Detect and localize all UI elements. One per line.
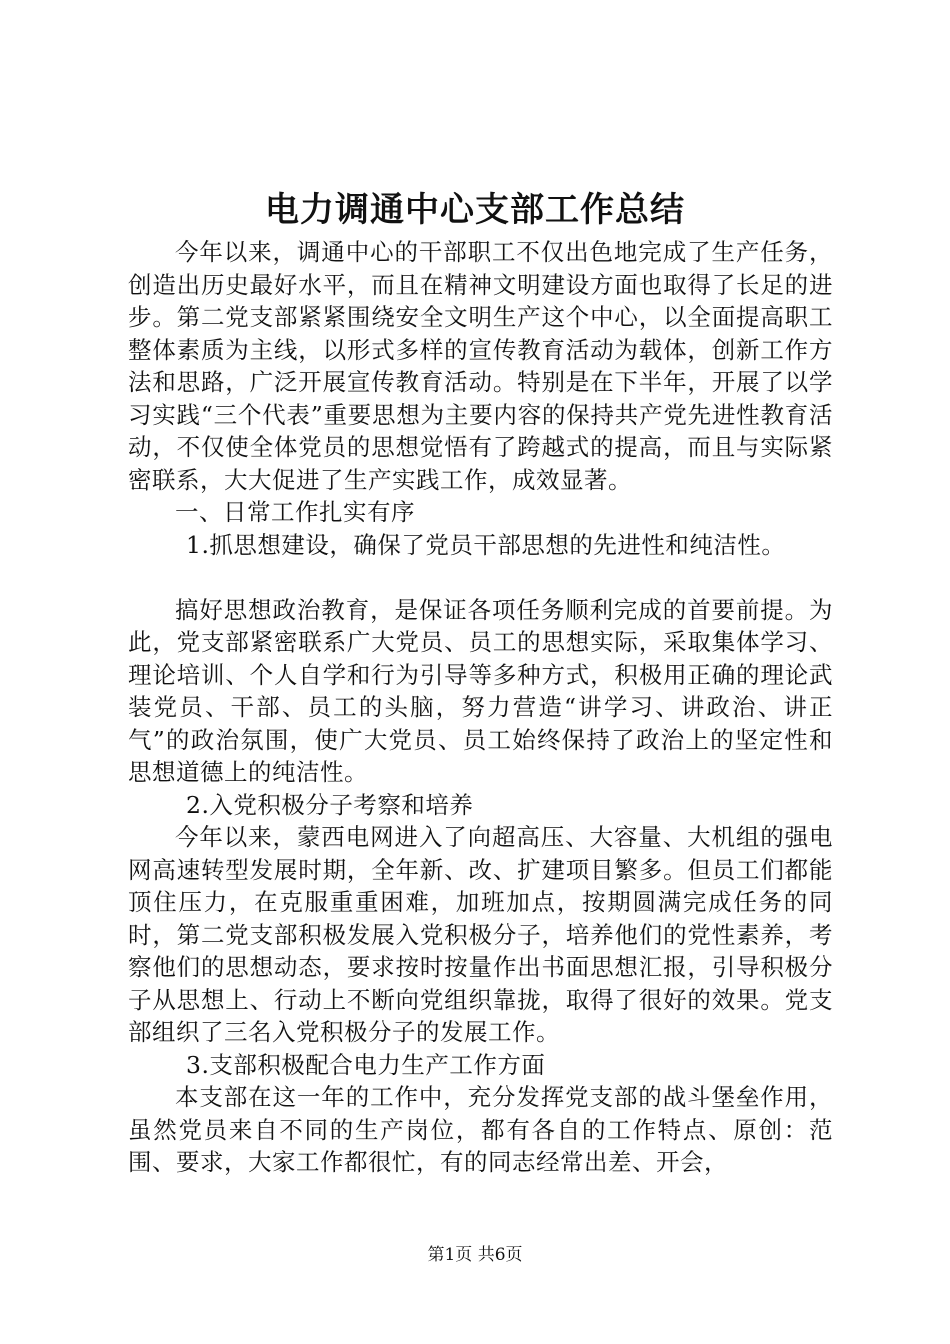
item-heading-2: 2.入党积极分子考察和培养 bbox=[186, 790, 474, 819]
item-paragraph-3: 本支部在这一年的工作中，充分发挥党支部的战斗堡垒作用，虽然党员来自不同的生产岗位，都有各自的工作特点、原创：范围、要求，大家工作都很忙，有的同志经常出差、开会， bbox=[128, 1083, 833, 1176]
item-paragraph-2: 今年以来，蒙西电网进入了向超高压、大容量、大机组的强电网高速转型发展时期，全年新、改、扩建项目繁多。但员工们都能顶住压力，在克服重重困难，加班加点，按期圆满完成任务的同时，第二党支部积极发展入党积极分子，培养他们的党性素养，考察他们的思想动态，要求按时按量作出书面思想汇报，引导积极分子从思想上、行动上不断向党组织靠拢，取得了很好的效果。党支部组织了三名入党积极分子的发展工作。 bbox=[128, 823, 833, 1046]
document-title: 电力调通中心支部工作总结 bbox=[265, 190, 685, 230]
blank-line bbox=[128, 561, 833, 594]
item-paragraph-1: 搞好思想政治教育，是保证各项任务顺利完成的首要前提。为此，党支部紧密联系广大党员、员工的思想实际，采取集体学习、理论培训、个人自学和行为引导等多种方式，积极用正确的理论武装党员、干部、员工的头脑，努力营造“讲学习、讲政治、讲正气”的政治氛围，使广大党员、员工始终保持了政治上的坚定性和思想道德上的纯洁性。 bbox=[128, 595, 833, 786]
intro-paragraph: 今年以来，调通中心的干部职工不仅出色地完成了生产任务，创造出历史最好水平，而且在精神文明建设方面也取得了长足的进步。第二党支部紧紧围绕安全文明生产这个中心，以全面提高职工整体素质为主线，以形式多样的宣传教育活动为载体，创新工作方法和思路，广泛开展宣传教育活动。特别是在下半年，开展了以学习实践“三个代表”重要思想为主要内容的保持共产党先进性教育活动，不仅使全体党员的思想觉悟有了跨越式的提高，而且与实际紧密联系，大大促进了生产实践工作，成效显著。 bbox=[128, 238, 833, 494]
section-heading-1: 一、日常工作扎实有序 bbox=[175, 498, 415, 526]
item-heading-3: 3.支部积极配合电力生产工作方面 bbox=[186, 1050, 546, 1079]
document-body bbox=[128, 236, 833, 1179]
page-number: 第1页 共6页 bbox=[427, 1245, 523, 1265]
item-heading-1: 1.抓思想建设，确保了党员干部思想的先进性和纯洁性。 bbox=[186, 530, 786, 559]
